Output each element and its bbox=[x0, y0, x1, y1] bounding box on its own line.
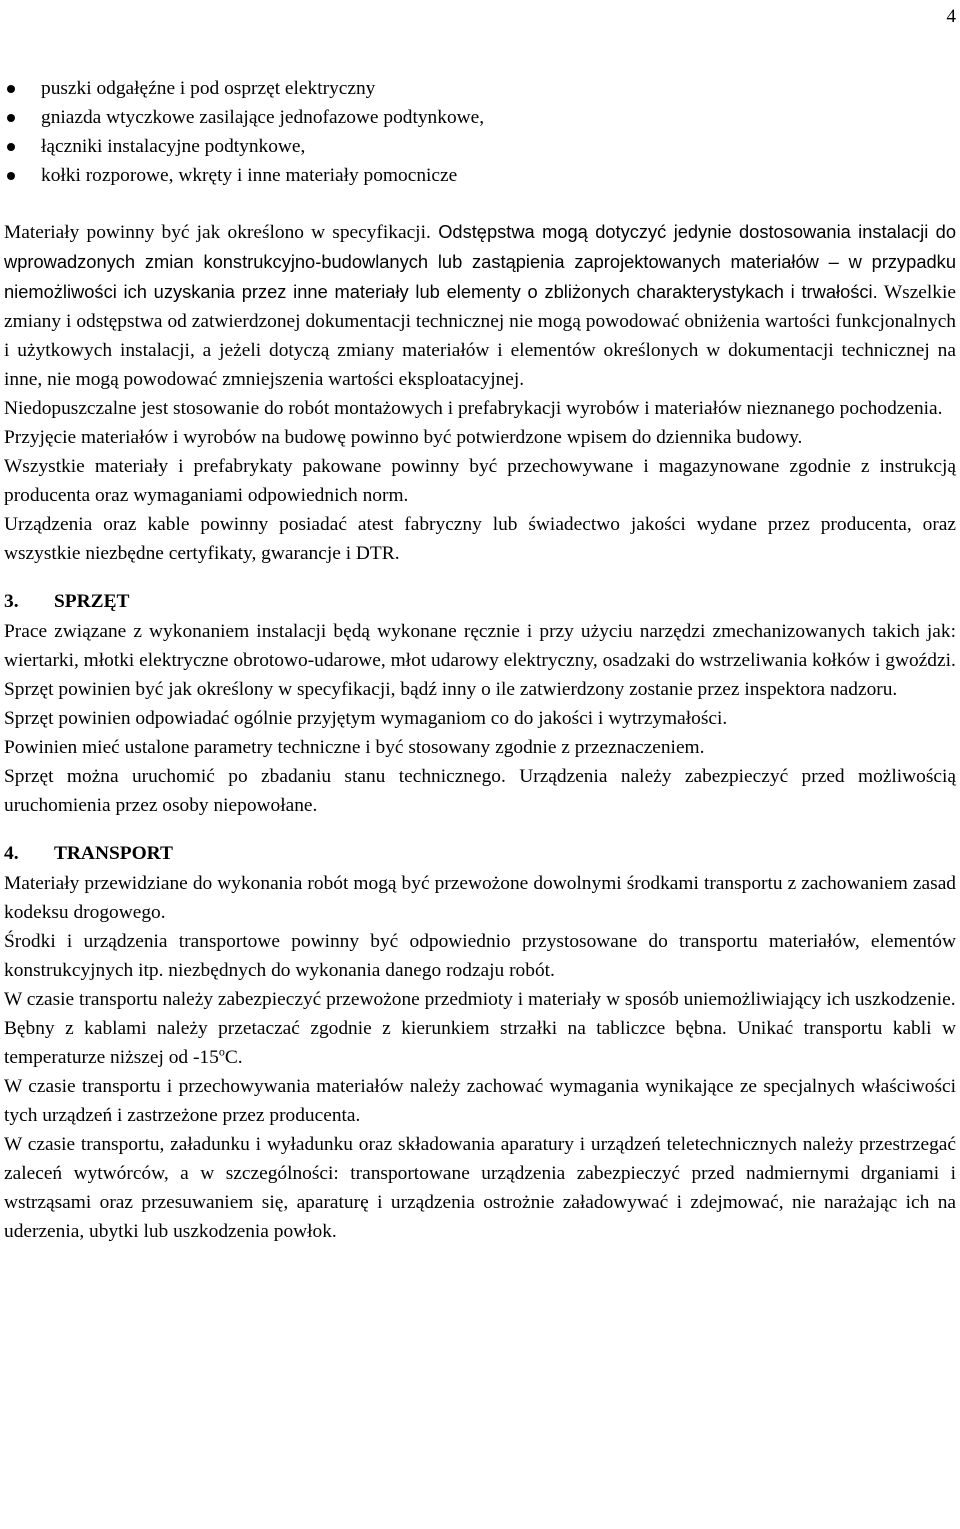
section-number: 4. bbox=[4, 843, 19, 864]
materials-bullet-list bbox=[4, 74, 956, 190]
list-item-text: łączniki instalacyjne podtynkowe, bbox=[41, 136, 306, 157]
equipment-paragraph-1: Prace związane z wykonaniem instalacji będą wykonane ręcznie i przy użyciu narzędzi zmechanizowanych takich jak: wiertarki, młotki elektryczne obrotowo-udarowe, młot udarowy elektryczny, osadzaki do wstrzeliwania kołków i gwoździ. bbox=[4, 621, 956, 671]
materials-paragraph-4: Wszystkie materiały i prefabrykaty pakowane powinny być przechowywane i magazynowane zgodnie z instrukcją producenta oraz wymaganiami odpowiednich norm. bbox=[4, 456, 956, 506]
text-run: Odstępstwa mogą dotyczyć jedynie dostosowania instalacji do wprowadzonych zmian konstrukcyjno-budowlanych lub zastąpienia zaprojektowanych materiałów – w przypadku niemożliwości ich uzyskania przez inne materiały lub elementy o zbliżonych charakterystykach i trwałości. bbox=[4, 221, 956, 302]
degree-superscript: o bbox=[218, 1044, 225, 1059]
bullet-icon bbox=[7, 85, 15, 93]
text-run: C. bbox=[224, 1047, 243, 1068]
bullet-icon bbox=[7, 114, 15, 122]
page-number: 4 bbox=[946, 6, 956, 27]
materials-paragraph-3: Przyjęcie materiałów i wyrobów na budowę powinno być potwierdzone wpisem do dziennika budowy. bbox=[4, 427, 803, 448]
materials-paragraph-2: Niedopuszczalne jest stosowanie do robót montażowych i prefabrykacji wyrobów i materiałów nieznanego pochodzenia. bbox=[4, 398, 943, 419]
section-heading bbox=[4, 587, 956, 617]
section-number: 3. bbox=[4, 591, 19, 612]
transport-paragraph-4 bbox=[4, 1014, 956, 1072]
text-run: Bębny z kablami należy przetaczać zgodnie z kierunkiem strzałki na tabliczce bębna. Unikać transportu kabli w temperaturze niższej od -15 bbox=[4, 1018, 956, 1068]
text-run: Materiały powinny być jak określono w specyfikacji. bbox=[4, 222, 431, 243]
section-transport bbox=[4, 839, 956, 1246]
equipment-paragraph-3: Sprzęt powinien odpowiadać ogólnie przyjętym wymaganiom co do jakości i wytrzymałości. bbox=[4, 708, 728, 729]
list-item-text: gniazda wtyczkowe zasilające jednofazowe podtynkowe, bbox=[41, 107, 485, 128]
transport-paragraph-2: Środki i urządzenia transportowe powinny być odpowiednio przystosowane do transportu materiałów, elementów konstrukcyjnych itp. niezbędnych do wykonania danego rodzaju robót. bbox=[4, 931, 956, 981]
section-title: SPRZĘT bbox=[54, 591, 130, 612]
transport-paragraph-6: W czasie transportu, załadunku i wyładunku oraz składowania aparatury i urządzeń teletechnicznych należy przestrzegać zaleceń wytwórców, a w szczególności: transportowane urządzenia zabezpieczyć przed nadmiernymi drganiami i wstrząsami oraz przesuwaniem się, aparaturę i urządzenia ostrożnie załadowywać i zdejmować, nie narażając ich na uderzenia, ubytki lub uszkodzenia powłok. bbox=[4, 1134, 956, 1242]
list-item bbox=[4, 74, 956, 103]
transport-paragraph-3: W czasie transportu należy zabezpieczyć przewożone przedmioty i materiały w sposób uniemożliwiający ich uszkodzenie. bbox=[4, 989, 956, 1010]
section-title: TRANSPORT bbox=[54, 843, 173, 864]
materials-paragraph-1 bbox=[4, 217, 956, 394]
list-item bbox=[4, 132, 956, 161]
bullet-icon bbox=[7, 143, 15, 151]
equipment-paragraph-5: Sprzęt można uruchomić po zbadaniu stanu technicznego. Urządzenia należy zabezpieczyć przed możliwością uruchomienia przez osoby niepowołane. bbox=[4, 766, 956, 816]
materials-paragraph-5: Urządzenia oraz kable powinny posiadać atest fabryczny lub świadectwo jakości wydane przez producenta, oraz wszystkie niezbędne certyfikaty, gwarancje i DTR. bbox=[4, 514, 956, 564]
list-item bbox=[4, 103, 956, 132]
section-equipment bbox=[4, 587, 956, 820]
transport-paragraph-5: W czasie transportu i przechowywania materiałów należy zachować wymagania wynikające ze specjalnych właściwości tych urządzeń i zastrzeżone przez producenta. bbox=[4, 1076, 956, 1126]
text-run: Wszelkie zmiany i odstępstwa od zatwierdzonej dokumentacji technicznej nie mogą powodować obniżenia wartości funkcjonalnych i użytkowych instalacji, a jeżeli dotyczą zmiany materiałów i elementów określonych w dokumentacji technicznej na inne, nie mogą powodować zmniejszenia wartości eksploatacyjnej. bbox=[4, 282, 956, 390]
equipment-paragraph-2: Sprzęt powinien być jak określony w specyfikacji, bądź inny o ile zatwierdzony zostanie przez inspektora nadzoru. bbox=[4, 679, 898, 700]
bullet-icon bbox=[7, 172, 15, 180]
section-heading bbox=[4, 839, 956, 869]
transport-paragraph-1: Materiały przewidziane do wykonania robót mogą być przewożone dowolnymi środkami transportu z zachowaniem zasad kodeksu drogowego. bbox=[4, 873, 956, 923]
document-body bbox=[4, 74, 956, 1246]
equipment-paragraph-4: Powinien mieć ustalone parametry techniczne i być stosowany zgodnie z przeznaczeniem. bbox=[4, 737, 705, 758]
list-item bbox=[4, 161, 956, 190]
list-item-text: kołki rozporowe, wkręty i inne materiały pomocnicze bbox=[41, 165, 458, 186]
list-item-text: puszki odgałęźne i pod osprzęt elektryczny bbox=[41, 78, 376, 99]
